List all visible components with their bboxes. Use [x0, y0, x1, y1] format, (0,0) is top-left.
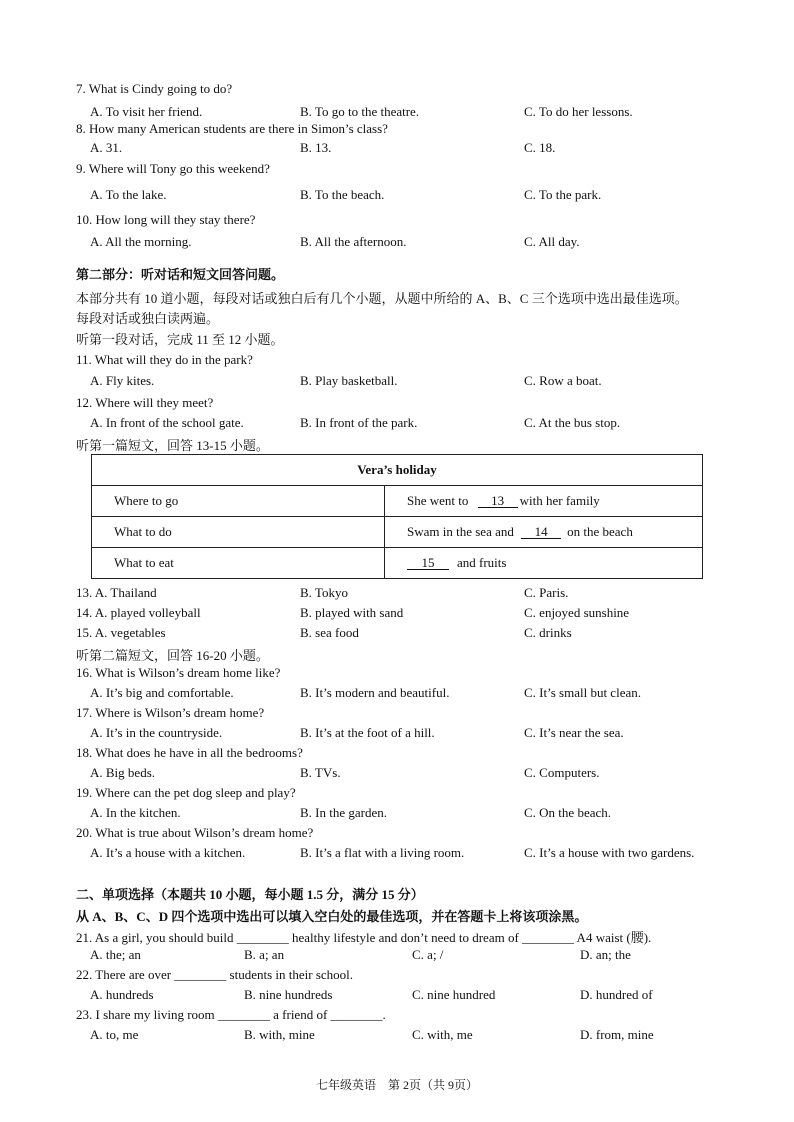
q22-option-b: B. nine hundreds	[244, 987, 333, 1002]
part2-instruction-2: 每段对话或独白读两遍。	[76, 311, 220, 326]
row-content	[385, 548, 703, 579]
q11-option-a: A. Fly kites.	[90, 373, 155, 388]
q7-option-a: A. To visit her friend.	[90, 104, 203, 119]
q16-stem: 16. What is Wilson’s dream home like?	[76, 665, 281, 680]
q23-stem: 23. I share my living room ________ a friend of ________.	[76, 1007, 386, 1022]
section2-heading: 二、单项选择（本题共 10 小题，每小题 1.5 分，满分 15 分）	[76, 887, 424, 902]
q10-option-a: A. All the morning.	[90, 234, 192, 249]
row-label: Where to go	[92, 486, 385, 517]
q8-option-b: B. 13.	[300, 140, 332, 155]
q13-option-a: 13. A. Thailand	[76, 585, 157, 600]
q12-option-b: B. In front of the park.	[300, 415, 418, 430]
part2-instruction-1: 本部分共有 10 道小题，每段对话或独白后有几个小题，从题中所给的 A、B、C 三个选项中选出最佳选项。	[76, 291, 688, 306]
q18-stem: 18. What does he have in all the bedrooms?	[76, 745, 303, 760]
table-row	[92, 517, 703, 548]
q19-option-b: B. In the garden.	[300, 805, 388, 820]
q8-option-c: C. 18.	[524, 140, 556, 155]
q11-stem: 11. What will they do in the park?	[76, 352, 253, 367]
q18-option-c: C. Computers.	[524, 765, 600, 780]
q23-option-b: B. with, mine	[244, 1027, 315, 1042]
q21-option-a: A. the; an	[90, 947, 141, 962]
q10-stem: 10. How long will they stay there?	[76, 212, 256, 227]
q16-option-c: C. It’s small but clean.	[524, 685, 641, 700]
q7-option-b: B. To go to the theatre.	[300, 104, 420, 119]
q11-option-c: C. Row a boat.	[524, 373, 602, 388]
q12-stem: 12. Where will they meet?	[76, 395, 214, 410]
page-footer: 七年级英语 第 2页（共 9页）	[315, 1078, 478, 1092]
q20-option-c: C. It’s a house with two gardens.	[524, 845, 695, 860]
q20-stem: 20. What is true about Wilson’s dream home?	[76, 825, 314, 840]
section2-instruction: 从 A、B、C、D 四个选项中选出可以填入空白处的最佳选项，并在答题卡上将该项涂黑。	[76, 909, 588, 924]
row-label: What to do	[92, 517, 385, 548]
q15-option-a: 15. A. vegetables	[76, 625, 166, 640]
q9-option-c: C. To the park.	[524, 187, 602, 202]
q14-option-a: 14. A. played volleyball	[76, 605, 201, 620]
row-text-after: and fruits	[457, 555, 507, 570]
q14-option-c: C. enjoyed sunshine	[524, 605, 630, 620]
q8-stem: 8. How many American students are there in Simon’s class?	[76, 121, 388, 136]
q9-option-a: A. To the lake.	[90, 187, 167, 202]
passage2-instruction: 听第二篇短文，回答 16-20 小题。	[76, 648, 269, 663]
q22-option-d: D. hundred of	[580, 987, 653, 1002]
q19-option-a: A. In the kitchen.	[90, 805, 181, 820]
q12-option-a: A. In front of the school gate.	[90, 415, 244, 430]
part2-heading: 第二部分：听对话和短文回答问题。	[76, 267, 285, 282]
q11-option-b: B. Play basketball.	[300, 373, 398, 388]
q9-option-b: B. To the beach.	[300, 187, 385, 202]
q23-option-c: C. with, me	[412, 1027, 473, 1042]
q16-option-a: A. It’s big and comfortable.	[90, 685, 234, 700]
q22-stem: 22. There are over ________ students in their school.	[76, 967, 354, 982]
table-row	[92, 548, 703, 579]
q20-option-b: B. It’s a flat with a living room.	[300, 845, 465, 860]
vera-holiday-table	[91, 454, 703, 579]
q17-stem: 17. Where is Wilson’s dream home?	[76, 705, 265, 720]
table-row	[92, 486, 703, 517]
q23-option-d: D. from, mine	[580, 1027, 654, 1042]
q9-stem: 9. Where will Tony go this weekend?	[76, 161, 270, 176]
q17-option-c: C. It’s near the sea.	[524, 725, 624, 740]
row-text-after: with her family	[519, 493, 600, 508]
q8-option-a: A. 31.	[90, 140, 123, 155]
q13-option-c: C. Paris.	[524, 585, 569, 600]
row-content	[385, 517, 703, 548]
row-content	[385, 486, 703, 517]
q21-option-b: B. a; an	[244, 947, 285, 962]
q7-stem: 7. What is Cindy going to do?	[76, 81, 233, 96]
q19-option-c: C. On the beach.	[524, 805, 612, 820]
q20-option-a: A. It’s a house with a kitchen.	[90, 845, 246, 860]
passage1-instruction: 听第一篇短文，回答 13-15 小题。	[76, 438, 269, 453]
q17-option-b: B. It’s at the foot of a hill.	[300, 725, 435, 740]
blank-14: 14	[521, 526, 561, 539]
q13-option-b: B. Tokyo	[300, 585, 348, 600]
blank-15: 15	[407, 557, 449, 570]
q18-option-b: B. TVs.	[300, 765, 341, 780]
q17-option-a: A. It’s in the countryside.	[90, 725, 223, 740]
table-title: Vera’s holiday	[92, 455, 703, 486]
blank-13: 13	[478, 495, 518, 508]
dialog1-instruction: 听第一段对话，完成 11 至 12 小题。	[76, 332, 284, 347]
q7-option-c: C. To do her lessons.	[524, 104, 633, 119]
q19-stem: 19. Where can the pet dog sleep and play?	[76, 785, 296, 800]
q14-option-b: B. played with sand	[300, 605, 404, 620]
q18-option-a: A. Big beds.	[90, 765, 155, 780]
q21-stem: 21. As a girl, you should build ________ healthy lifestyle and don’t need to dream of ________ A4 waist (腰).	[76, 930, 652, 945]
row-text-before: Swam in the sea and	[407, 524, 514, 539]
q16-option-b: B. It’s modern and beautiful.	[300, 685, 450, 700]
row-text-before: She went to	[407, 493, 469, 508]
q22-option-c: C. nine hundred	[412, 987, 496, 1002]
q22-option-a: A. hundreds	[90, 987, 154, 1002]
q10-option-c: C. All day.	[524, 234, 580, 249]
row-label: What to eat	[92, 548, 385, 579]
q15-option-b: B. sea food	[300, 625, 359, 640]
q15-option-c: C. drinks	[524, 625, 572, 640]
q23-option-a: A. to, me	[90, 1027, 139, 1042]
q21-option-c: C. a; /	[412, 947, 444, 962]
row-text-after: on the beach	[567, 524, 633, 539]
q21-option-d: D. an; the	[580, 947, 631, 962]
q12-option-c: C. At the bus stop.	[524, 415, 621, 430]
q10-option-b: B. All the afternoon.	[300, 234, 407, 249]
